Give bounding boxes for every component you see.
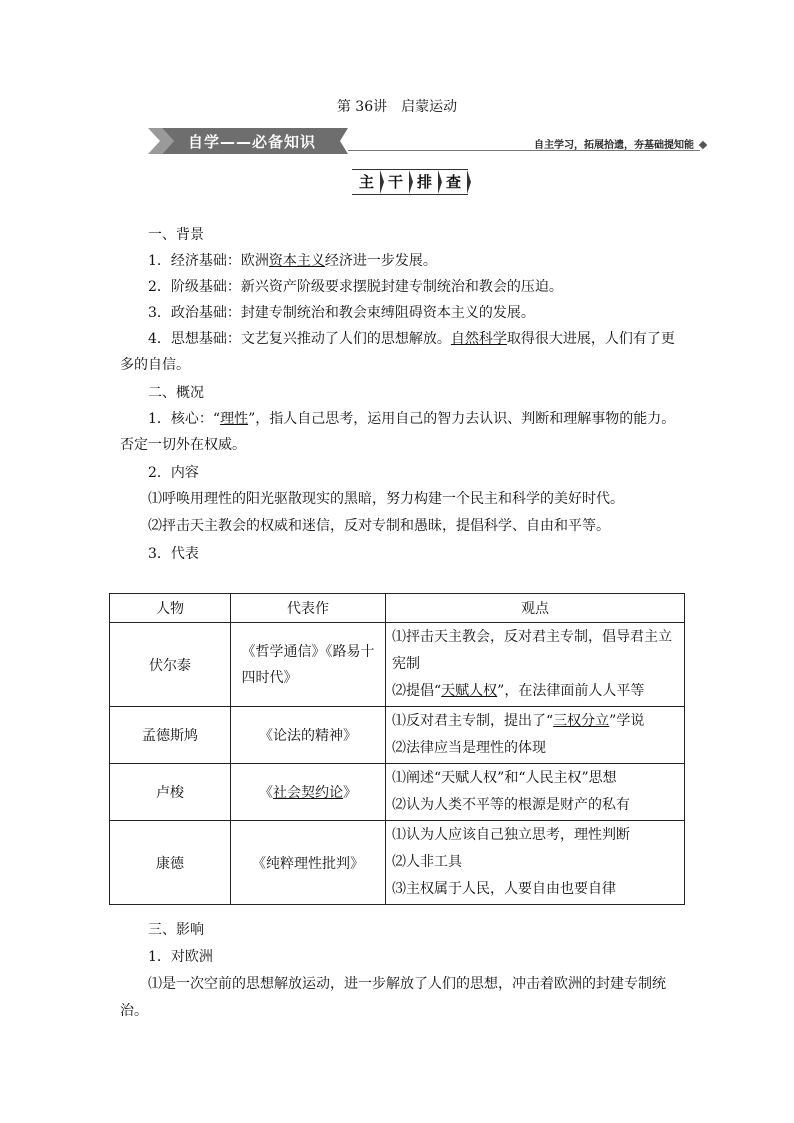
paragraph: ⑴呼唤用理性的阳光驱散现实的黑暗，努力构建一个民主和科学的美好时代。 — [148, 491, 624, 507]
paragraph: ⑵抨击天主教会的权威和迷信，反对专制和愚昧，提倡科学、自由和平等。 — [148, 518, 610, 534]
viewpoint-text: ⑴抨击天主教会，反对君主专制，倡导君主立 — [392, 629, 672, 645]
heading-impact: 三、影响 — [148, 922, 204, 938]
banner-subtitle: 自主学习，拓展拾遗，夯基础提知能 — [534, 140, 694, 151]
paragraph — [120, 406, 680, 432]
viewpoint-cell — [386, 623, 685, 707]
work-text: 《哲学通信》《路易十 — [241, 643, 375, 660]
viewpoint-text: ⑵人非工具 — [392, 854, 462, 870]
section-title — [352, 169, 468, 193]
text: 1．核心：“ — [148, 411, 221, 427]
section-title-char: 干 — [381, 169, 410, 195]
viewpoint-text: ”学说 — [609, 713, 645, 729]
table-header: 人物 — [110, 594, 231, 623]
viewpoint-text: ⑵提倡“ — [392, 683, 442, 699]
section-title-char: 查 — [439, 169, 468, 195]
viewpoint-text: ⑵法律应当是理性的体现 — [392, 740, 546, 756]
viewpoint-text: ⑶主权属于人民，人要自由也要自律 — [392, 881, 616, 897]
underlined-work: 社会契约论 — [273, 785, 343, 801]
table-row — [110, 764, 685, 821]
table-row — [110, 707, 685, 764]
underlined-term: 三权分立 — [553, 713, 610, 729]
work-text: 四时代》 — [241, 669, 298, 686]
work-cell: 《纯粹理性批判》 — [231, 821, 386, 905]
paragraph: 2．阶级基础：新兴资产阶级要求摆脱封建专制统治和教会的压迫。 — [148, 279, 563, 295]
heading-overview: 二、概况 — [148, 385, 204, 401]
section-title-char: 主 — [352, 169, 381, 195]
paragraph: 2．内容 — [148, 465, 199, 481]
text: 1．经济基础：欧洲 — [148, 253, 269, 269]
paragraph: 3．代表 — [148, 546, 199, 562]
table-header: 代表作 — [231, 594, 386, 623]
diamond-icon — [699, 141, 707, 149]
lesson-title: 第 36讲 启蒙运动 — [336, 99, 458, 115]
paragraph — [120, 326, 680, 352]
person-cell: 孟德斯鸠 — [110, 707, 231, 764]
text: ”，指人自己思考，运用自己的智力去认识、判断和理解事物的能力。 — [248, 411, 676, 427]
work-cell: 《论法的精神》 — [231, 707, 386, 764]
paragraph: 3．政治基础：封建专制统治和教会束缚阻碍资本主义的发展。 — [148, 305, 535, 321]
heading-background: 一、背景 — [148, 227, 204, 243]
viewpoint-cell — [386, 821, 685, 905]
table-header-row — [110, 594, 685, 623]
table-row — [110, 821, 685, 905]
underlined-term: 自然科学 — [450, 331, 507, 347]
viewpoint-text: 宪制 — [392, 656, 420, 672]
text: 经济进一步发展。 — [324, 253, 437, 269]
person-cell: 康德 — [110, 821, 231, 905]
paragraph — [120, 248, 680, 274]
person-cell: 卢梭 — [110, 764, 231, 821]
work-text: 《 — [259, 785, 273, 801]
table-row — [110, 623, 685, 707]
paragraph: 多的自信。 — [120, 357, 190, 373]
work-cell — [231, 623, 386, 707]
viewpoint-text: ⑴反对君主专制，提出了“ — [392, 713, 554, 729]
paragraph: 治。 — [120, 1003, 148, 1019]
paragraph: 否定一切外在权威。 — [120, 437, 246, 453]
viewpoint-text: ⑴认为人应该自己独立思考，理性判断 — [392, 827, 630, 843]
viewpoint-text: ⑵认为人类不平等的根源是财产的私有 — [392, 797, 630, 813]
underlined-term: 资本主义 — [268, 253, 325, 269]
work-cell — [231, 764, 386, 821]
viewpoint-text: ”，在法律面前人人平等 — [497, 683, 645, 699]
paragraph: 1．对欧洲 — [148, 949, 213, 965]
paragraph: ⑴是一次空前的思想解放运动，进一步解放了人们的思想，冲击着欧洲的封建专制统 — [148, 976, 666, 992]
work-text: 》 — [343, 785, 357, 801]
viewpoint-cell — [386, 764, 685, 821]
section-title-char: 排 — [410, 169, 439, 195]
viewpoint-text: ⑴阐述“天赋人权”和“人民主权”思想 — [392, 770, 617, 786]
text: 取得很大进展，人们有了更 — [506, 331, 675, 347]
underlined-term: 天赋人权 — [441, 683, 498, 699]
section-banner — [148, 128, 708, 154]
underlined-term: 理性 — [220, 411, 249, 427]
viewpoint-cell — [386, 707, 685, 764]
representatives-table — [109, 593, 685, 905]
text: 4．思想基础：文艺复兴推动了人们的思想解放。 — [148, 331, 451, 347]
table-header: 观点 — [386, 594, 685, 623]
banner-label: 自学——必备知识 — [188, 133, 317, 151]
person-cell: 伏尔泰 — [110, 623, 231, 707]
